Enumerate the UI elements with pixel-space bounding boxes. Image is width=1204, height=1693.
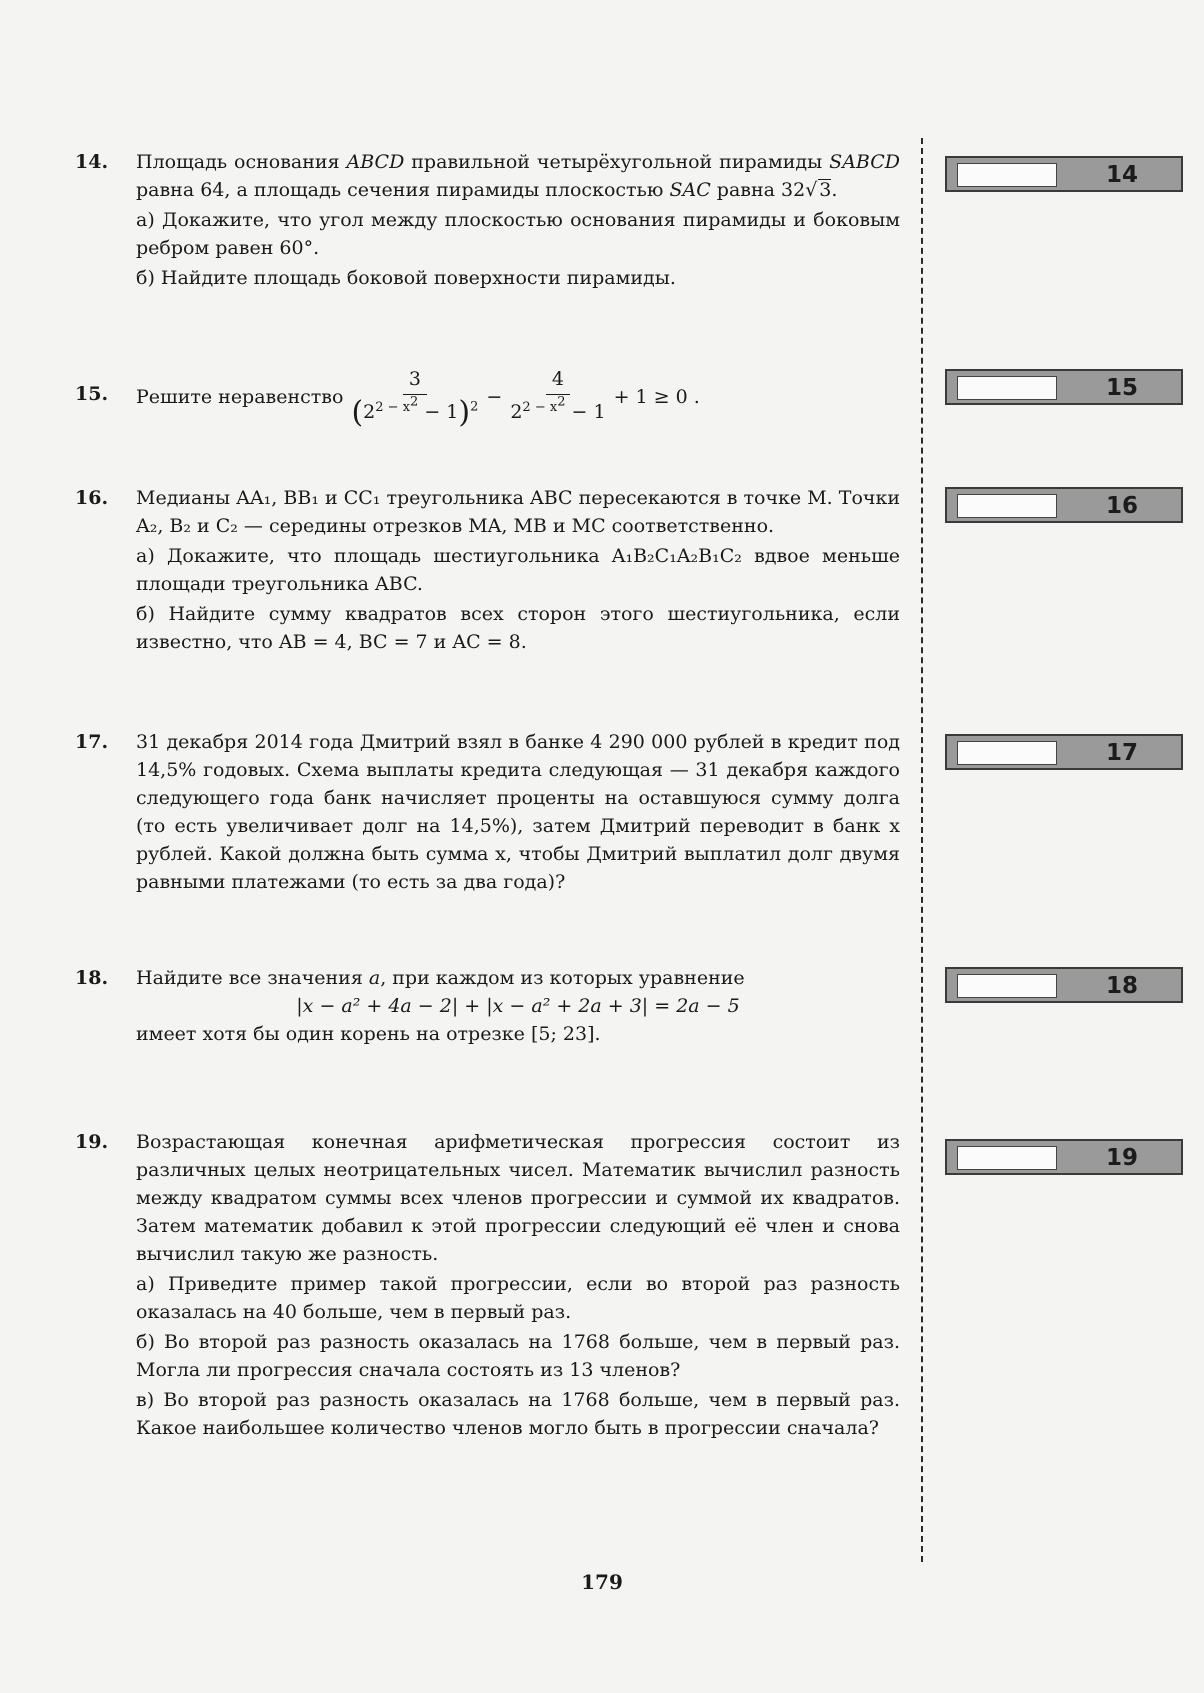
task-statement: Найдите все значения a, при каждом из которых уравнение (136, 967, 745, 989)
task-number: 15. (75, 383, 109, 405)
task-statement: Возрастающая конечная арифметическая прогрессия состоит из различных целых неотрицательных чисел. Математик вычислил разность между квадратом суммы всех членов прогрессии и суммой их квадратов. Затем математик добавил к этой прогрессии следующий её член и снова вычислил такую же разность. (136, 1131, 900, 1265)
fraction-1: $\frac{3}{(2^{2 - x^2} - 1)^2}$ (347, 364, 482, 429)
answer-box-16 (945, 487, 1183, 523)
task-condition: имеет хотя бы один корень на отрезке [5; 23]. (136, 1023, 601, 1045)
part-b: б) Найдите сумму квадратов всех сторон этого шестиугольника, если известно, что AB = 4, BC = 7 и AC = 8. (136, 603, 900, 653)
cut-line (921, 138, 923, 1562)
sqrt-sign: √ (805, 179, 818, 201)
answer-field[interactable] (957, 974, 1057, 998)
answer-box-label: 19 (1105, 1145, 1138, 1171)
answer-box-label: 16 (1105, 493, 1138, 519)
task-14 (75, 148, 900, 292)
task-19 (75, 1128, 900, 1442)
answer-box-18 (945, 967, 1183, 1003)
task-16 (75, 484, 900, 656)
task-number: 17. (75, 731, 109, 753)
answer-field[interactable] (957, 376, 1057, 400)
task-number: 18. (75, 967, 109, 989)
page-number: 179 (581, 1570, 623, 1594)
task-number: 14. (75, 151, 109, 173)
answer-box-19 (945, 1139, 1183, 1175)
answer-box-label: 17 (1105, 740, 1138, 766)
part-b: б) Найдите площадь боковой поверхности пирамиды. (136, 267, 676, 289)
task-18 (75, 964, 900, 1048)
part-a: а) Приведите пример такой прогрессии, если во второй раз разность оказалась на 40 больше, чем в первый раз. (136, 1273, 900, 1323)
task-statement (136, 364, 900, 429)
answer-field[interactable] (957, 494, 1057, 518)
part-a: а) Докажите, что площадь шестиугольника A₁B₂C₁A₂B₁C₂ вдвое меньше площади треугольника ABC. (136, 545, 900, 595)
task-statement: Медианы AA₁, BB₁ и CC₁ треугольника ABC пересекаются в точке M. Точки A₂, B₂ и C₂ — середины отрезков MA, MB и MC соответственно. (136, 487, 900, 537)
task-statement: 31 декабря 2014 года Дмитрий взял в банке 4 290 000 рублей в кредит под 14,5% годовых. Схема выплаты кредита следующая — 31 декабря каждого следующего года банк начисляет проценты на оставшуюся сумму долга (то есть увеличивает долг на 14,5%), затем Дмитрий переводит в банк x рублей. Какой должна быть сумма x, чтобы Дмитрий выплатил долг двумя равными платежами (то есть за два года)? (136, 731, 900, 893)
answer-box-label: 14 (1105, 162, 1138, 188)
fraction-2: $\frac{4}{2^{2 - x^2} - 1}$ (506, 364, 609, 429)
answer-field[interactable] (957, 163, 1057, 187)
task-statement: Площадь основания ABCD правильной четырёхугольной пирамиды SABCD равна 64, а площадь сечения пирамиды плоскостью SAC равна 32√ 3. (136, 151, 900, 201)
answer-field[interactable] (957, 1146, 1057, 1170)
answer-field[interactable] (957, 741, 1057, 765)
equation: |x − a² + 4a − 2| + |x − a² + 2a + 3| = 2a − 5 (296, 995, 740, 1017)
task-number: 16. (75, 487, 109, 509)
task-15 (75, 364, 900, 429)
answer-box-14 (945, 156, 1183, 192)
task-17 (75, 728, 900, 896)
answer-box-17 (945, 734, 1183, 770)
inequality: Решите неравенство $\frac{3}{(2^{2 - x^2} - 1)^2}$ − $\frac{4}{2^{2 - x^2} - 1}$ + 1 ≥ 0 . (136, 364, 700, 429)
part-c: в) Во второй раз разность оказалась на 1768 больше, чем в первый раз. Какое наибольшее количество членов могло быть в прогрессии сначала? (136, 1389, 900, 1439)
task-number: 19. (75, 1131, 109, 1153)
answer-box-label: 15 (1105, 375, 1138, 401)
answer-box-label: 18 (1105, 973, 1138, 999)
answer-box-15 (945, 369, 1183, 405)
part-a: а) Докажите, что угол между плоскостью основания пирамиды и боковым ребром равен 60°. (136, 209, 900, 259)
part-b: б) Во второй раз разность оказалась на 1768 больше, чем в первый раз. Могла ли прогрессия сначала состоять из 13 членов? (136, 1331, 900, 1381)
